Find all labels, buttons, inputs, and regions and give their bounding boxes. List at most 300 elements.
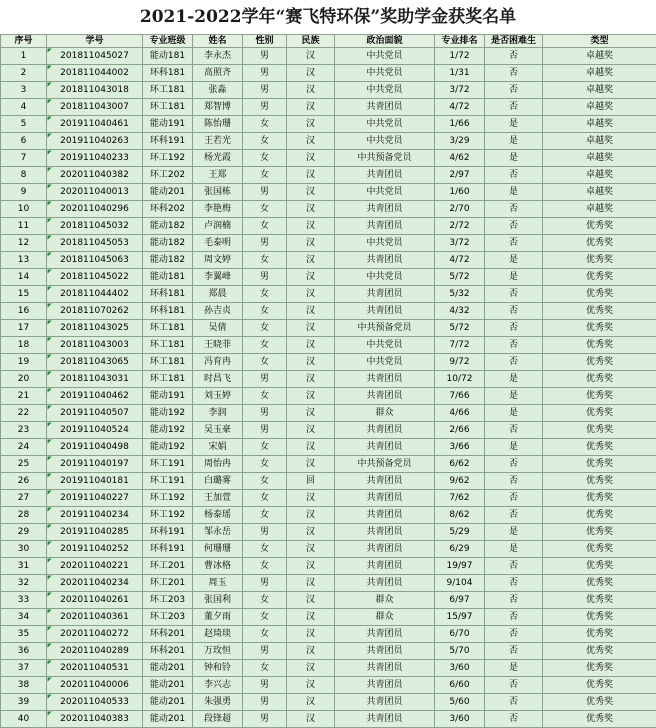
table-cell[interactable]: 否 [485,609,543,626]
table-cell[interactable]: 否 [485,201,543,218]
table-cell[interactable]: 201911040233 [47,150,143,167]
table-cell[interactable]: 女 [243,660,287,677]
table-cell[interactable]: 202011040261 [47,592,143,609]
table-cell[interactable]: 202011040382 [47,167,143,184]
table-cell[interactable]: 男 [243,82,287,99]
table-cell[interactable]: 39 [1,694,47,711]
table-cell[interactable]: 共青团员 [335,252,435,269]
table-cell[interactable]: 8/62 [435,507,485,524]
table-cell[interactable]: 男 [243,524,287,541]
table-cell[interactable]: 优秀奖 [543,490,656,507]
table-cell[interactable]: 女 [243,490,287,507]
table-cell[interactable]: 能动182 [143,252,193,269]
table-cell[interactable]: 7/66 [435,388,485,405]
table-cell[interactable]: 4/66 [435,405,485,422]
table-cell[interactable]: 中共党员 [335,184,435,201]
table-cell[interactable]: 环科181 [143,286,193,303]
table-cell[interactable]: 回 [287,473,335,490]
table-cell[interactable]: 时昌飞 [193,371,243,388]
table-cell[interactable]: 4/62 [435,150,485,167]
table-cell[interactable]: 群众 [335,609,435,626]
table-cell[interactable]: 2 [1,65,47,82]
table-cell[interactable]: 201811045022 [47,269,143,286]
table-cell[interactable]: 共青团员 [335,711,435,728]
table-cell[interactable]: 是 [485,133,543,150]
table-cell[interactable]: 赵琦琰 [193,626,243,643]
table-cell[interactable]: 男 [243,235,287,252]
table-cell[interactable]: 7 [1,150,47,167]
table-cell[interactable]: 是 [485,116,543,133]
table-cell[interactable]: 汉 [287,626,335,643]
table-cell[interactable]: 201911040498 [47,439,143,456]
table-cell[interactable]: 中共预备党员 [335,456,435,473]
table-cell[interactable]: 汉 [287,235,335,252]
table-cell[interactable]: 女 [243,303,287,320]
table-cell[interactable]: 36 [1,643,47,660]
table-cell[interactable]: 郑晨 [193,286,243,303]
table-cell[interactable]: 男 [243,643,287,660]
table-cell[interactable]: 周文婷 [193,252,243,269]
table-cell[interactable]: 中共党员 [335,48,435,65]
table-cell[interactable]: 刘玉婷 [193,388,243,405]
table-cell[interactable]: 202011040234 [47,575,143,592]
table-cell[interactable]: 4/72 [435,99,485,116]
table-cell[interactable]: 否 [485,575,543,592]
table-cell[interactable]: 共青团员 [335,677,435,694]
header-cell[interactable]: 民族 [287,35,335,48]
table-cell[interactable]: 卓越奖 [543,201,656,218]
table-cell[interactable]: 1/60 [435,184,485,201]
table-cell[interactable]: 共青团员 [335,660,435,677]
table-cell[interactable]: 能动191 [143,388,193,405]
table-cell[interactable]: 31 [1,558,47,575]
header-cell[interactable]: 政治面貌 [335,35,435,48]
table-cell[interactable]: 共青团员 [335,286,435,303]
table-cell[interactable]: 34 [1,609,47,626]
table-cell[interactable]: 能动192 [143,405,193,422]
table-cell[interactable]: 环工192 [143,507,193,524]
table-cell[interactable]: 能动201 [143,677,193,694]
table-cell[interactable]: 汉 [287,82,335,99]
table-cell[interactable]: 优秀奖 [543,235,656,252]
table-cell[interactable]: 否 [485,320,543,337]
table-cell[interactable]: 优秀奖 [543,524,656,541]
table-cell[interactable]: 男 [243,371,287,388]
table-cell[interactable]: 群众 [335,405,435,422]
table-cell[interactable]: 6/70 [435,626,485,643]
table-cell[interactable]: 201811043065 [47,354,143,371]
table-cell[interactable]: 汉 [287,167,335,184]
table-cell[interactable]: 王郑 [193,167,243,184]
table-cell[interactable]: 6/60 [435,677,485,694]
table-cell[interactable]: 能动201 [143,711,193,728]
table-cell[interactable]: 202011040361 [47,609,143,626]
table-cell[interactable]: 女 [243,473,287,490]
table-cell[interactable]: 环工203 [143,592,193,609]
table-cell[interactable]: 男 [243,405,287,422]
table-cell[interactable]: 邹永岳 [193,524,243,541]
table-cell[interactable]: 201811045032 [47,218,143,235]
table-cell[interactable]: 29 [1,524,47,541]
table-cell[interactable]: 卓越奖 [543,167,656,184]
table-cell[interactable]: 优秀奖 [543,337,656,354]
table-cell[interactable]: 否 [485,694,543,711]
table-cell[interactable]: 汉 [287,422,335,439]
table-cell[interactable]: 环工181 [143,354,193,371]
table-cell[interactable]: 否 [485,422,543,439]
table-cell[interactable]: 共青团员 [335,473,435,490]
table-cell[interactable]: 202011040533 [47,694,143,711]
table-cell[interactable]: 2/97 [435,167,485,184]
table-cell[interactable]: 周怡冉 [193,456,243,473]
table-cell[interactable]: 汉 [287,337,335,354]
table-cell[interactable]: 否 [485,65,543,82]
table-cell[interactable]: 女 [243,626,287,643]
table-cell[interactable]: 否 [485,337,543,354]
table-cell[interactable]: 优秀奖 [543,677,656,694]
table-cell[interactable]: 环工203 [143,609,193,626]
table-cell[interactable]: 否 [485,473,543,490]
table-cell[interactable]: 董夕雨 [193,609,243,626]
table-cell[interactable]: 汉 [287,320,335,337]
table-cell[interactable]: 张国利 [193,592,243,609]
table-cell[interactable]: 男 [243,184,287,201]
table-cell[interactable]: 201811070262 [47,303,143,320]
table-cell[interactable]: 共青团员 [335,371,435,388]
table-cell[interactable]: 环科201 [143,643,193,660]
table-cell[interactable]: 女 [243,541,287,558]
table-cell[interactable]: 汉 [287,252,335,269]
table-cell[interactable]: 白璐雾 [193,473,243,490]
table-cell[interactable]: 是 [485,150,543,167]
table-cell[interactable]: 女 [243,337,287,354]
table-cell[interactable]: 25 [1,456,47,473]
table-cell[interactable]: 能动192 [143,422,193,439]
table-cell[interactable]: 3/72 [435,82,485,99]
table-cell[interactable]: 201911040507 [47,405,143,422]
table-cell[interactable]: 否 [485,354,543,371]
table-cell[interactable]: 27 [1,490,47,507]
table-cell[interactable]: 孙吉贞 [193,303,243,320]
table-cell[interactable]: 201811043031 [47,371,143,388]
table-cell[interactable]: 环工201 [143,558,193,575]
table-cell[interactable]: 万玫恒 [193,643,243,660]
table-cell[interactable]: 汉 [287,524,335,541]
table-cell[interactable]: 否 [485,286,543,303]
table-cell[interactable]: 李兴志 [193,677,243,694]
table-cell[interactable]: 2/72 [435,218,485,235]
table-cell[interactable]: 共青团员 [335,99,435,116]
table-cell[interactable]: 是 [485,269,543,286]
table-cell[interactable]: 共青团员 [335,626,435,643]
table-cell[interactable]: 环工201 [143,575,193,592]
table-cell[interactable]: 吴倩 [193,320,243,337]
table-cell[interactable]: 汉 [287,558,335,575]
table-cell[interactable]: 能动191 [143,116,193,133]
table-cell[interactable]: 否 [485,626,543,643]
table-cell[interactable]: 共青团员 [335,558,435,575]
table-cell[interactable]: 201911040234 [47,507,143,524]
table-cell[interactable]: 201911040252 [47,541,143,558]
table-cell[interactable]: 男 [243,677,287,694]
table-cell[interactable]: 5/70 [435,643,485,660]
table-cell[interactable]: 201911040524 [47,422,143,439]
table-cell[interactable]: 环科201 [143,626,193,643]
table-cell[interactable]: 男 [243,269,287,286]
table-cell[interactable]: 汉 [287,711,335,728]
header-cell[interactable]: 是否困难生 [485,35,543,48]
table-cell[interactable]: 28 [1,507,47,524]
table-cell[interactable]: 否 [485,490,543,507]
table-cell[interactable]: 女 [243,218,287,235]
table-cell[interactable]: 是 [485,184,543,201]
table-cell[interactable]: 能动181 [143,48,193,65]
table-cell[interactable]: 202011040013 [47,184,143,201]
table-cell[interactable]: 女 [243,439,287,456]
table-cell[interactable]: 优秀奖 [543,507,656,524]
table-cell[interactable]: 女 [243,592,287,609]
table-cell[interactable]: 汉 [287,490,335,507]
table-cell[interactable]: 杨泰瑶 [193,507,243,524]
table-cell[interactable]: 1/31 [435,65,485,82]
table-cell[interactable]: 201811044402 [47,286,143,303]
table-cell[interactable]: 优秀奖 [543,286,656,303]
table-cell[interactable]: 女 [243,456,287,473]
table-cell[interactable]: 优秀奖 [543,269,656,286]
table-cell[interactable]: 201911040227 [47,490,143,507]
header-cell[interactable]: 学号 [47,35,143,48]
table-cell[interactable]: 否 [485,235,543,252]
table-cell[interactable]: 共青团员 [335,439,435,456]
table-cell[interactable]: 20 [1,371,47,388]
table-cell[interactable]: 否 [485,677,543,694]
table-cell[interactable]: 4/32 [435,303,485,320]
table-cell[interactable]: 汉 [287,660,335,677]
table-cell[interactable]: 202011040296 [47,201,143,218]
table-cell[interactable]: 环科191 [143,524,193,541]
table-cell[interactable]: 男 [243,694,287,711]
table-cell[interactable]: 37 [1,660,47,677]
table-cell[interactable]: 5/32 [435,286,485,303]
table-cell[interactable]: 202011040531 [47,660,143,677]
table-cell[interactable]: 男 [243,711,287,728]
table-cell[interactable]: 5/72 [435,320,485,337]
table-cell[interactable]: 共青团员 [335,490,435,507]
table-cell[interactable]: 李永杰 [193,48,243,65]
table-cell[interactable]: 汉 [287,48,335,65]
table-cell[interactable]: 201811045063 [47,252,143,269]
table-cell[interactable]: 24 [1,439,47,456]
header-cell[interactable]: 类型 [543,35,656,48]
table-cell[interactable]: 优秀奖 [543,592,656,609]
table-cell[interactable]: 共青团员 [335,422,435,439]
table-cell[interactable]: 环工181 [143,371,193,388]
table-cell[interactable]: 何珊珊 [193,541,243,558]
table-cell[interactable]: 4 [1,99,47,116]
table-cell[interactable]: 共青团员 [335,575,435,592]
table-cell[interactable]: 5/60 [435,694,485,711]
table-cell[interactable]: 6/62 [435,456,485,473]
table-cell[interactable]: 否 [485,167,543,184]
table-cell[interactable]: 13 [1,252,47,269]
table-cell[interactable]: 环科202 [143,201,193,218]
table-cell[interactable]: 30 [1,541,47,558]
table-cell[interactable]: 优秀奖 [543,456,656,473]
table-cell[interactable]: 32 [1,575,47,592]
table-cell[interactable]: 优秀奖 [543,218,656,235]
table-cell[interactable]: 中共党员 [335,133,435,150]
table-cell[interactable]: 是 [485,439,543,456]
table-cell[interactable]: 中共党员 [335,65,435,82]
table-cell[interactable]: 2/66 [435,422,485,439]
table-cell[interactable]: 汉 [287,388,335,405]
table-cell[interactable]: 18 [1,337,47,354]
table-cell[interactable]: 9 [1,184,47,201]
table-cell[interactable]: 能动201 [143,694,193,711]
table-cell[interactable]: 女 [243,150,287,167]
table-cell[interactable]: 张淼 [193,82,243,99]
table-cell[interactable]: 女 [243,609,287,626]
table-cell[interactable]: 汉 [287,371,335,388]
table-cell[interactable]: 共青团员 [335,218,435,235]
table-cell[interactable]: 202011040221 [47,558,143,575]
table-cell[interactable]: 5 [1,116,47,133]
table-cell[interactable]: 优秀奖 [543,473,656,490]
table-cell[interactable]: 吴玉豪 [193,422,243,439]
table-cell[interactable]: 202011040289 [47,643,143,660]
table-cell[interactable]: 否 [485,592,543,609]
table-cell[interactable]: 能动192 [143,439,193,456]
table-cell[interactable]: 3/60 [435,660,485,677]
table-cell[interactable]: 共青团员 [335,507,435,524]
table-cell[interactable]: 40 [1,711,47,728]
table-cell[interactable]: 202011040006 [47,677,143,694]
table-cell[interactable]: 14 [1,269,47,286]
table-cell[interactable]: 张国栋 [193,184,243,201]
table-cell[interactable]: 卓越奖 [543,65,656,82]
table-cell[interactable]: 15 [1,286,47,303]
table-cell[interactable]: 杨光霞 [193,150,243,167]
table-cell[interactable]: 否 [485,303,543,320]
table-cell[interactable]: 优秀奖 [543,405,656,422]
table-cell[interactable]: 3/72 [435,235,485,252]
table-cell[interactable]: 23 [1,422,47,439]
table-cell[interactable]: 卓越奖 [543,116,656,133]
table-cell[interactable]: 否 [485,82,543,99]
table-cell[interactable]: 环科191 [143,541,193,558]
table-cell[interactable]: 汉 [287,269,335,286]
table-cell[interactable]: 优秀奖 [543,694,656,711]
table-cell[interactable]: 7/72 [435,337,485,354]
table-cell[interactable]: 宋娟 [193,439,243,456]
table-cell[interactable]: 男 [243,422,287,439]
table-cell[interactable]: 汉 [287,405,335,422]
table-cell[interactable]: 2/70 [435,201,485,218]
table-cell[interactable]: 女 [243,354,287,371]
table-cell[interactable]: 卓越奖 [543,48,656,65]
table-cell[interactable]: 女 [243,201,287,218]
table-cell[interactable]: 女 [243,558,287,575]
table-cell[interactable]: 9/72 [435,354,485,371]
table-cell[interactable]: 环工181 [143,337,193,354]
table-cell[interactable]: 19/97 [435,558,485,575]
table-cell[interactable]: 5/72 [435,269,485,286]
table-cell[interactable]: 女 [243,167,287,184]
header-cell[interactable]: 性别 [243,35,287,48]
table-cell[interactable]: 能动201 [143,184,193,201]
table-cell[interactable]: 201811045053 [47,235,143,252]
table-cell[interactable]: 6 [1,133,47,150]
table-cell[interactable]: 优秀奖 [543,643,656,660]
table-cell[interactable]: 汉 [287,592,335,609]
table-cell[interactable]: 汉 [287,150,335,167]
table-cell[interactable]: 汉 [287,694,335,711]
table-cell[interactable]: 否 [485,456,543,473]
table-cell[interactable]: 汉 [287,286,335,303]
table-cell[interactable]: 汉 [287,65,335,82]
table-cell[interactable]: 中共党员 [335,235,435,252]
table-cell[interactable]: 优秀奖 [543,422,656,439]
table-cell[interactable]: 男 [243,575,287,592]
table-cell[interactable]: 段锋超 [193,711,243,728]
table-cell[interactable]: 卓越奖 [543,150,656,167]
table-cell[interactable]: 男 [243,48,287,65]
table-cell[interactable]: 优秀奖 [543,252,656,269]
table-cell[interactable]: 5/29 [435,524,485,541]
table-cell[interactable]: 环科181 [143,65,193,82]
table-cell[interactable]: 优秀奖 [543,388,656,405]
table-cell[interactable]: 1/72 [435,48,485,65]
table-cell[interactable]: 优秀奖 [543,439,656,456]
table-cell[interactable]: 周玉 [193,575,243,592]
table-cell[interactable]: 201811043003 [47,337,143,354]
table-cell[interactable]: 环科191 [143,133,193,150]
table-cell[interactable]: 卓越奖 [543,99,656,116]
table-cell[interactable]: 3 [1,82,47,99]
header-cell[interactable]: 姓名 [193,35,243,48]
table-cell[interactable]: 男 [243,65,287,82]
table-cell[interactable]: 201811045027 [47,48,143,65]
header-cell[interactable]: 序号 [1,35,47,48]
table-cell[interactable]: 环科181 [143,303,193,320]
table-cell[interactable]: 否 [485,218,543,235]
table-cell[interactable]: 汉 [287,218,335,235]
table-cell[interactable]: 26 [1,473,47,490]
table-cell[interactable]: 中共党员 [335,269,435,286]
table-cell[interactable]: 中共党员 [335,82,435,99]
table-cell[interactable]: 201911040285 [47,524,143,541]
table-cell[interactable]: 201811043018 [47,82,143,99]
table-cell[interactable]: 汉 [287,354,335,371]
table-cell[interactable]: 女 [243,388,287,405]
table-cell[interactable]: 李润 [193,405,243,422]
table-cell[interactable]: 201911040197 [47,456,143,473]
table-cell[interactable]: 汉 [287,99,335,116]
table-cell[interactable]: 王晓菲 [193,337,243,354]
table-cell[interactable]: 汉 [287,456,335,473]
table-cell[interactable]: 共青团员 [335,388,435,405]
table-cell[interactable]: 女 [243,252,287,269]
table-cell[interactable]: 环工191 [143,456,193,473]
table-cell[interactable]: 优秀奖 [543,660,656,677]
table-cell[interactable]: 中共预备党员 [335,320,435,337]
table-cell[interactable]: 33 [1,592,47,609]
table-cell[interactable]: 卓越奖 [543,82,656,99]
table-cell[interactable]: 环工202 [143,167,193,184]
table-cell[interactable]: 共青团员 [335,694,435,711]
table-cell[interactable]: 201911040462 [47,388,143,405]
table-cell[interactable]: 22 [1,405,47,422]
